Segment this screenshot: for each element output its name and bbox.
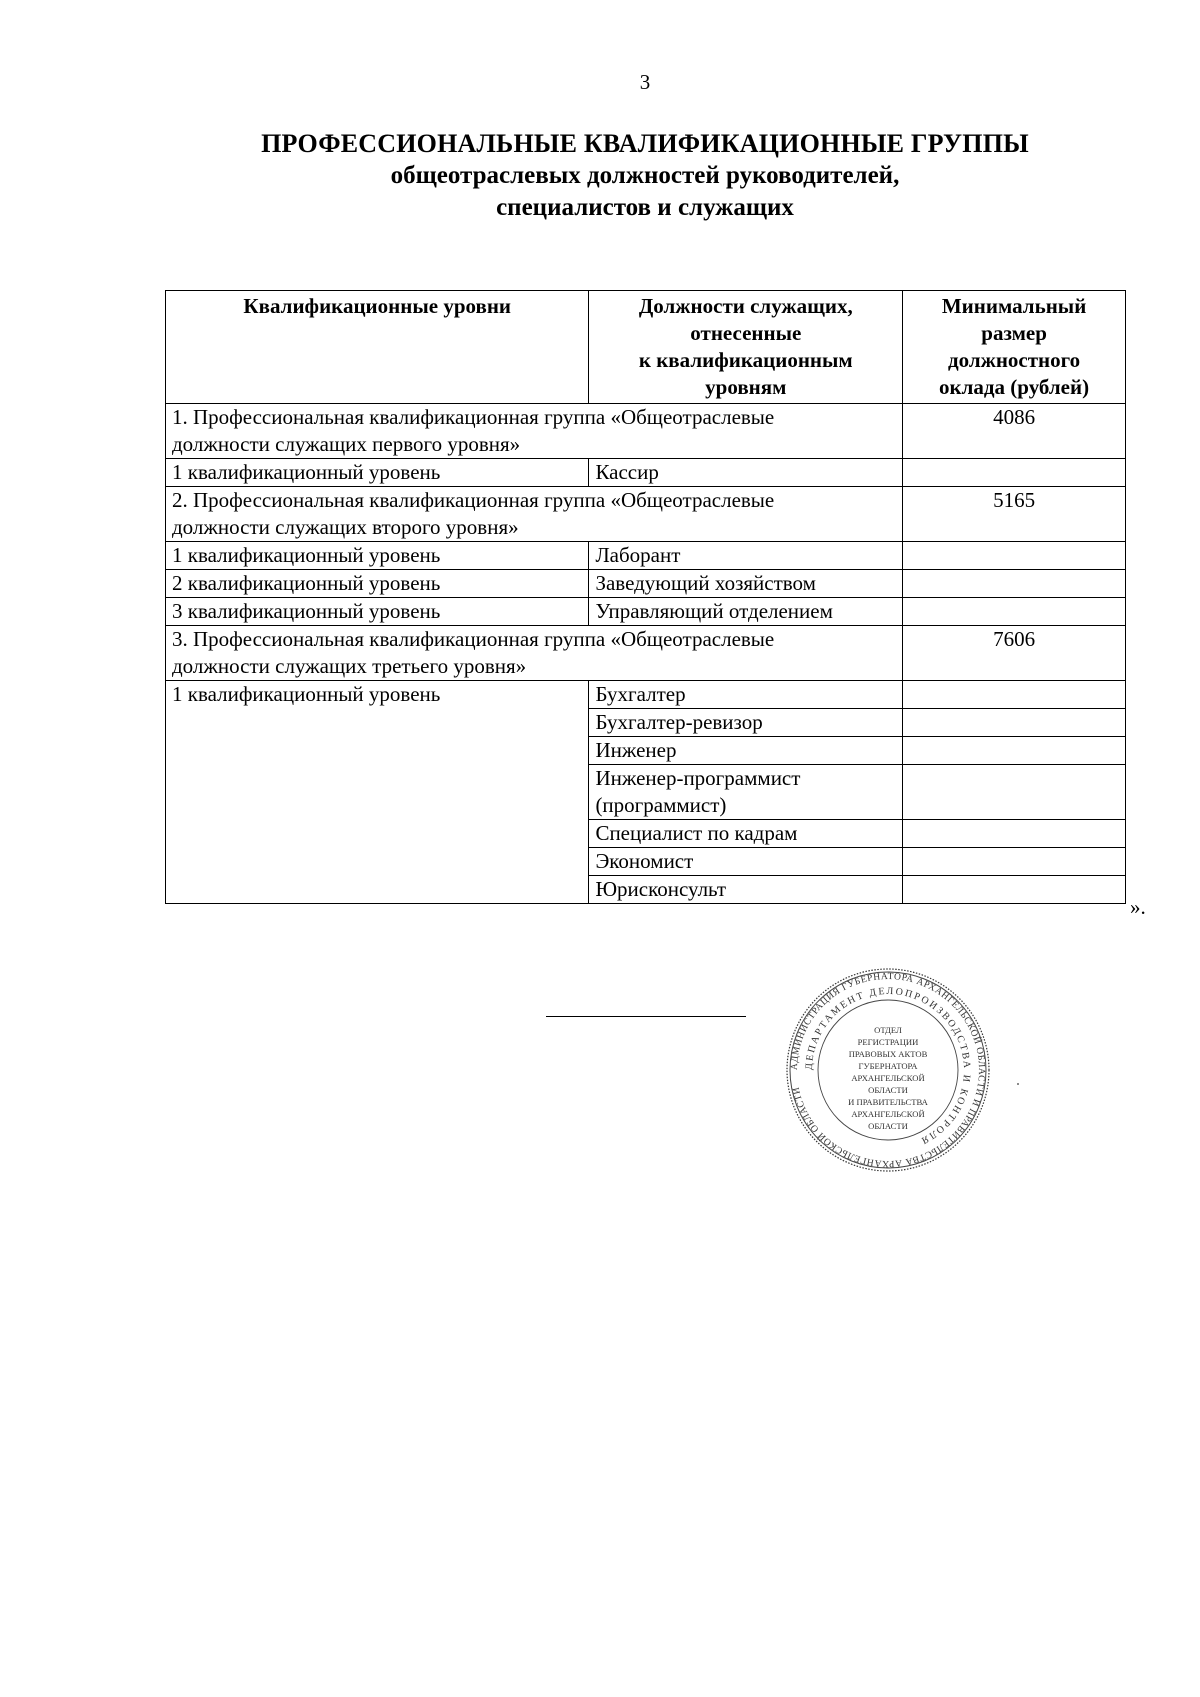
position-cell: Специалист по кадрам [589, 820, 903, 848]
salary-cell [903, 598, 1126, 626]
stamp-center-line: ОБЛАСТИ [868, 1085, 908, 1095]
group-title: 3. Профессиональная квалификационная группа «Общеотраслевые должности служащих третьего уровня» [166, 626, 903, 681]
position-cell: Кассир [589, 459, 903, 487]
stamp-center-line: АРХАНГЕЛЬСКОЙ [851, 1073, 925, 1083]
salary-cell [903, 848, 1126, 876]
table-row [166, 681, 1126, 709]
closing-quote: ». [1130, 895, 1146, 919]
salary-cell [903, 876, 1126, 904]
salary-cell [903, 737, 1126, 765]
salary-cell [903, 542, 1126, 570]
title-line-1: ПРОФЕССИОНАЛЬНЫЕ КВАЛИФИКАЦИОННЫЕ ГРУППЫ [261, 129, 1029, 158]
stamp-center-line: АРХАНГЕЛЬСКОЙ [851, 1109, 925, 1119]
salary-cell [903, 820, 1126, 848]
position-cell: Заведующий хозяйством [589, 570, 903, 598]
group-row [166, 404, 1126, 459]
position-cell: Лаборант [589, 542, 903, 570]
title-line-2: общеотраслевых должностей руководителей, [390, 162, 900, 189]
header-salary: Минимальный размер должностного оклада (рублей) [903, 291, 1126, 404]
table-row [166, 459, 1126, 487]
stamp-center-line: РЕГИСТРАЦИИ [857, 1037, 919, 1047]
level-cell: 3 квалификационный уровень [166, 598, 589, 626]
position-cell: Инженер-программист (программист) [589, 765, 903, 820]
level-cell: 1 квалификационный уровень [166, 459, 589, 487]
position-cell: Управляющий отделением [589, 598, 903, 626]
salary-cell [903, 459, 1126, 487]
salary-cell [903, 570, 1126, 598]
stamp-center-line: ПРАВОВЫХ АКТОВ [848, 1049, 928, 1059]
group-title: 1. Профессиональная квалификационная группа «Общеотраслевые должности служащих первого уровня» [166, 404, 903, 459]
stamp-center-line: И ПРАВИТЕЛЬСТВА [848, 1097, 928, 1107]
table-header-row [166, 291, 1126, 404]
official-seal [783, 965, 993, 1175]
stamp-mark [1017, 1083, 1019, 1085]
group-row [166, 626, 1126, 681]
stamp-center-line: ОБЛАСТИ [868, 1121, 908, 1131]
title-line-3: специалистов и служащих [496, 194, 794, 221]
stamp-outer-text: АДМИНИСТРАЦИЯ ГУБЕРНАТОРА АРХАНГЕЛЬСКОЙ ОБЛАСТИ И ПРАВИТЕЛЬСТВА АРХАНГЕЛЬСКОЙ ОБЛАСТИ [789, 971, 987, 1169]
stamp-center-line: ГУБЕРНАТОРА [858, 1061, 918, 1071]
qualification-groups-table [165, 290, 1126, 904]
level-cell: 1 квалификационный уровень [166, 542, 589, 570]
table-row [166, 542, 1126, 570]
group-title: 2. Профессиональная квалификационная группа «Общеотраслевые должности служащих второго уровня» [166, 487, 903, 542]
level-cell: 2 квалификационный уровень [166, 570, 589, 598]
position-cell: Инженер [589, 737, 903, 765]
group-salary: 7606 [903, 626, 1126, 681]
salary-cell [903, 681, 1126, 709]
signature-line [546, 1016, 746, 1017]
document-title [0, 128, 1200, 224]
header-positions: Должности служащих, отнесенные к квалификационным уровням [589, 291, 903, 404]
group-salary: 4086 [903, 404, 1126, 459]
group-row [166, 487, 1126, 542]
position-cell: Бухгалтер [589, 681, 903, 709]
page-number: 3 [639, 70, 651, 94]
stamp-center-line: ОТДЕЛ [874, 1025, 902, 1035]
salary-cell [903, 709, 1126, 737]
position-cell: Юрисконсульт [589, 876, 903, 904]
table-row [166, 570, 1126, 598]
position-cell: Бухгалтер-ревизор [589, 709, 903, 737]
group-salary: 5165 [903, 487, 1126, 542]
position-cell: Экономист [589, 848, 903, 876]
salary-cell [903, 765, 1126, 820]
header-levels: Квалификационные уровни [166, 291, 589, 404]
table-row [166, 598, 1126, 626]
level-cell: 1 квалификационный уровень [166, 681, 589, 904]
stamp-inner-text: ДЕПАРТАМЕНТ ДЕЛОПРОИЗВОДСТВА И КОНТРОЛЯ [803, 985, 973, 1147]
